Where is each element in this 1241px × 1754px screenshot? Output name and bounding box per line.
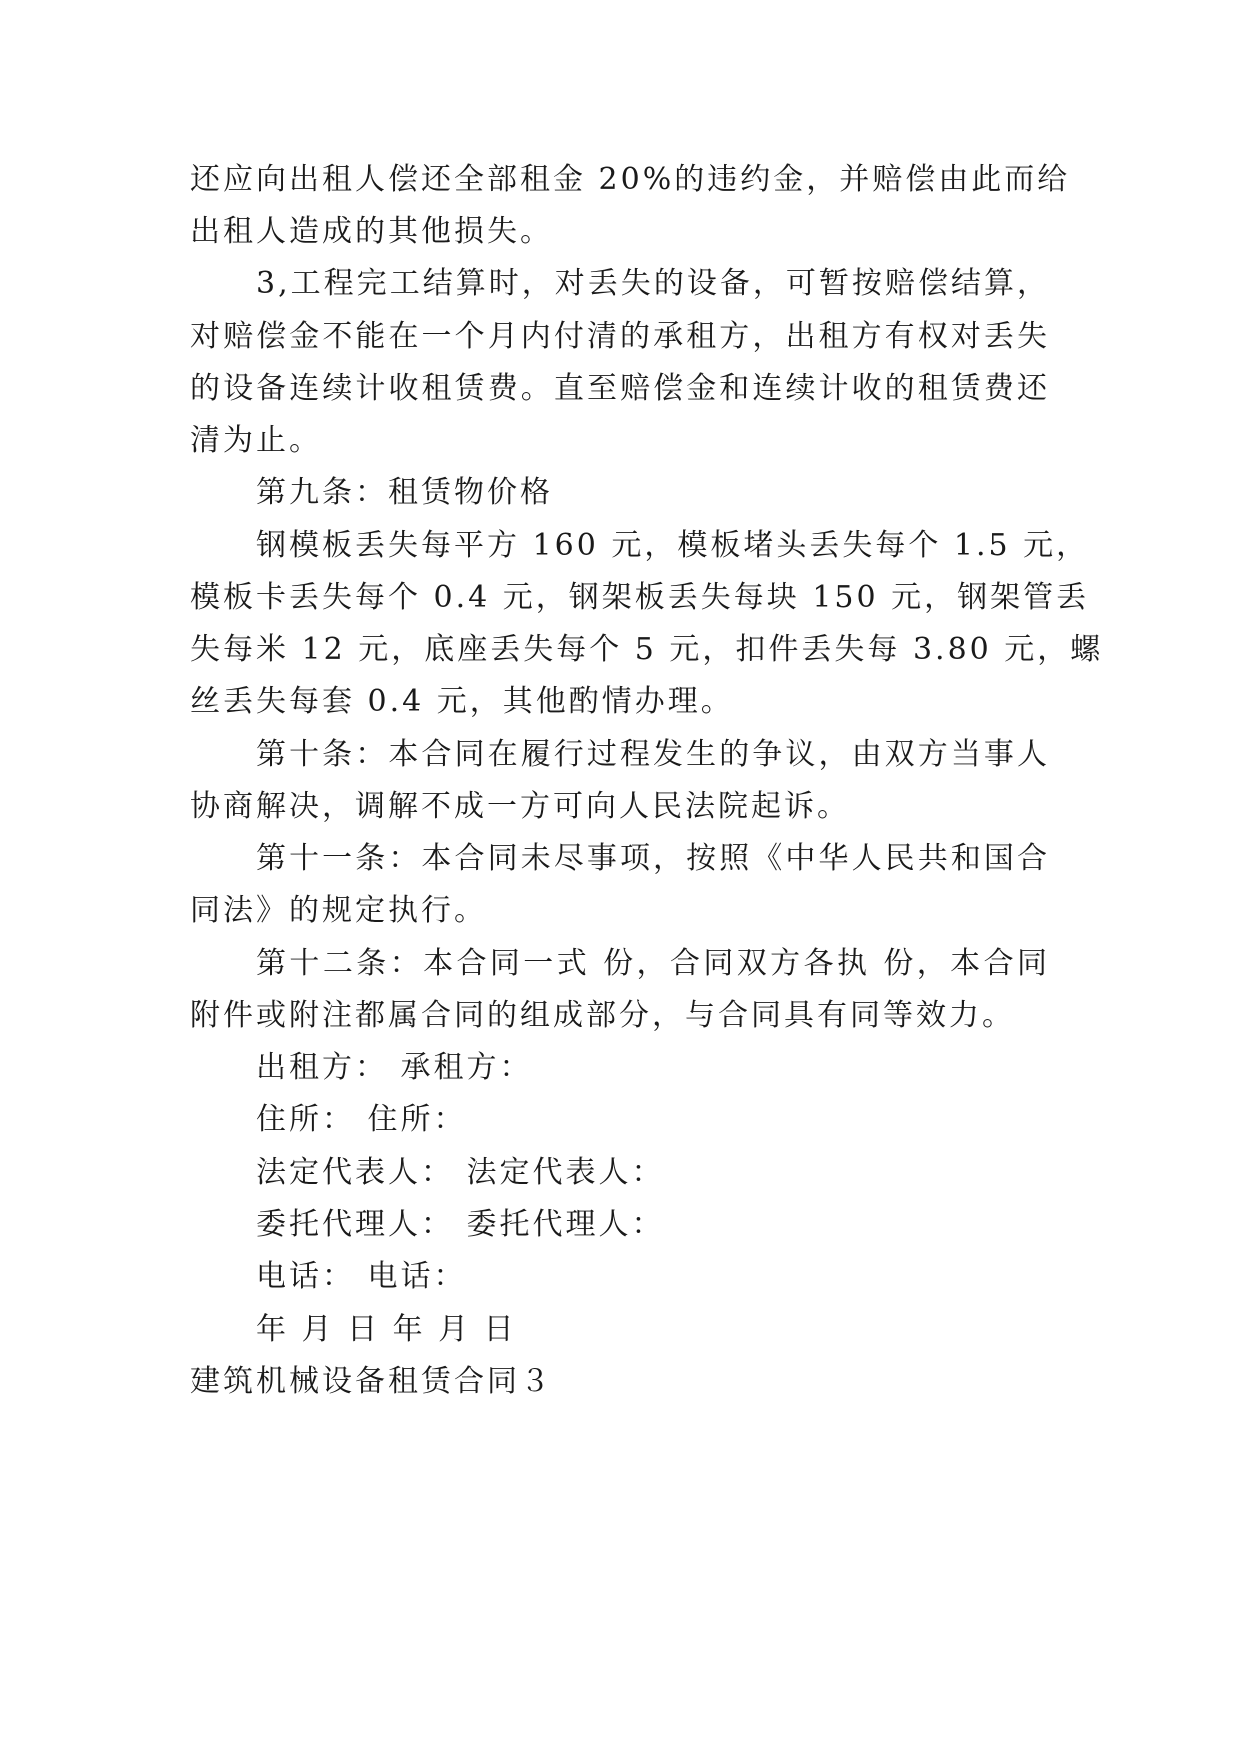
text-line: 清为止。 [190, 423, 322, 458]
text-line: 第十二条：本合同一式 份，合同双方各执 份，本合同 [256, 946, 1050, 981]
text-line: 钢模板丢失每平方 160 元，模板堵头丢失每个 1.5 元， [256, 528, 1090, 563]
text-line: 丝丢失每套 0.4 元，其他酌情办理。 [190, 684, 734, 719]
phone-label: 电话： 电话： [256, 1259, 467, 1294]
text-line: 第十一条：本合同未尽事项，按照《中华人民共和国合 [256, 841, 1050, 876]
text-line: 协商解决，调解不成一方可向人民法院起诉。 [190, 789, 850, 824]
text-line: 同法》的规定执行。 [190, 893, 487, 928]
text-line: 失每米 12 元，底座丢失每个 5 元，扣件丢失每 3.80 元，螺 [190, 632, 1104, 667]
authorized-agent-label: 委托代理人： 委托代理人： [256, 1207, 665, 1242]
date-label: 年 月 日 年 月 日 [256, 1312, 517, 1347]
legal-representative-label: 法定代表人： 法定代表人： [256, 1155, 665, 1190]
text-line: 模板卡丢失每个 0.4 元，钢架板丢失每块 150 元，钢架管丢 [190, 580, 1090, 615]
text-line: 附件或附注都属合同的组成部分，与合同具有同等效力。 [190, 998, 1015, 1033]
text-line: 第十条：本合同在履行过程发生的争议，由双方当事人 [256, 737, 1050, 772]
address-label: 住所： 住所： [256, 1102, 467, 1137]
text-line: 还应向出租人偿还全部租金 20%的违约金，并赔偿由此而给 [190, 162, 1071, 197]
text-line: 的设备连续计收租赁费。直至赔偿金和连续计收的租赁费还 [190, 371, 1050, 406]
text-line: 出租人造成的其他损失。 [190, 214, 553, 249]
text-line: 3,工程完工结算时，对丢失的设备，可暂按赔偿结算， [256, 266, 1050, 301]
section-heading: 第九条：租赁物价格 [256, 475, 553, 510]
text-line: 对赔偿金不能在一个月内付清的承租方，出租方有权对丢失 [190, 319, 1050, 354]
document-title: 建筑机械设备租赁合同３ [190, 1364, 553, 1399]
lessor-lessee-label: 出租方： 承租方： [256, 1050, 533, 1085]
